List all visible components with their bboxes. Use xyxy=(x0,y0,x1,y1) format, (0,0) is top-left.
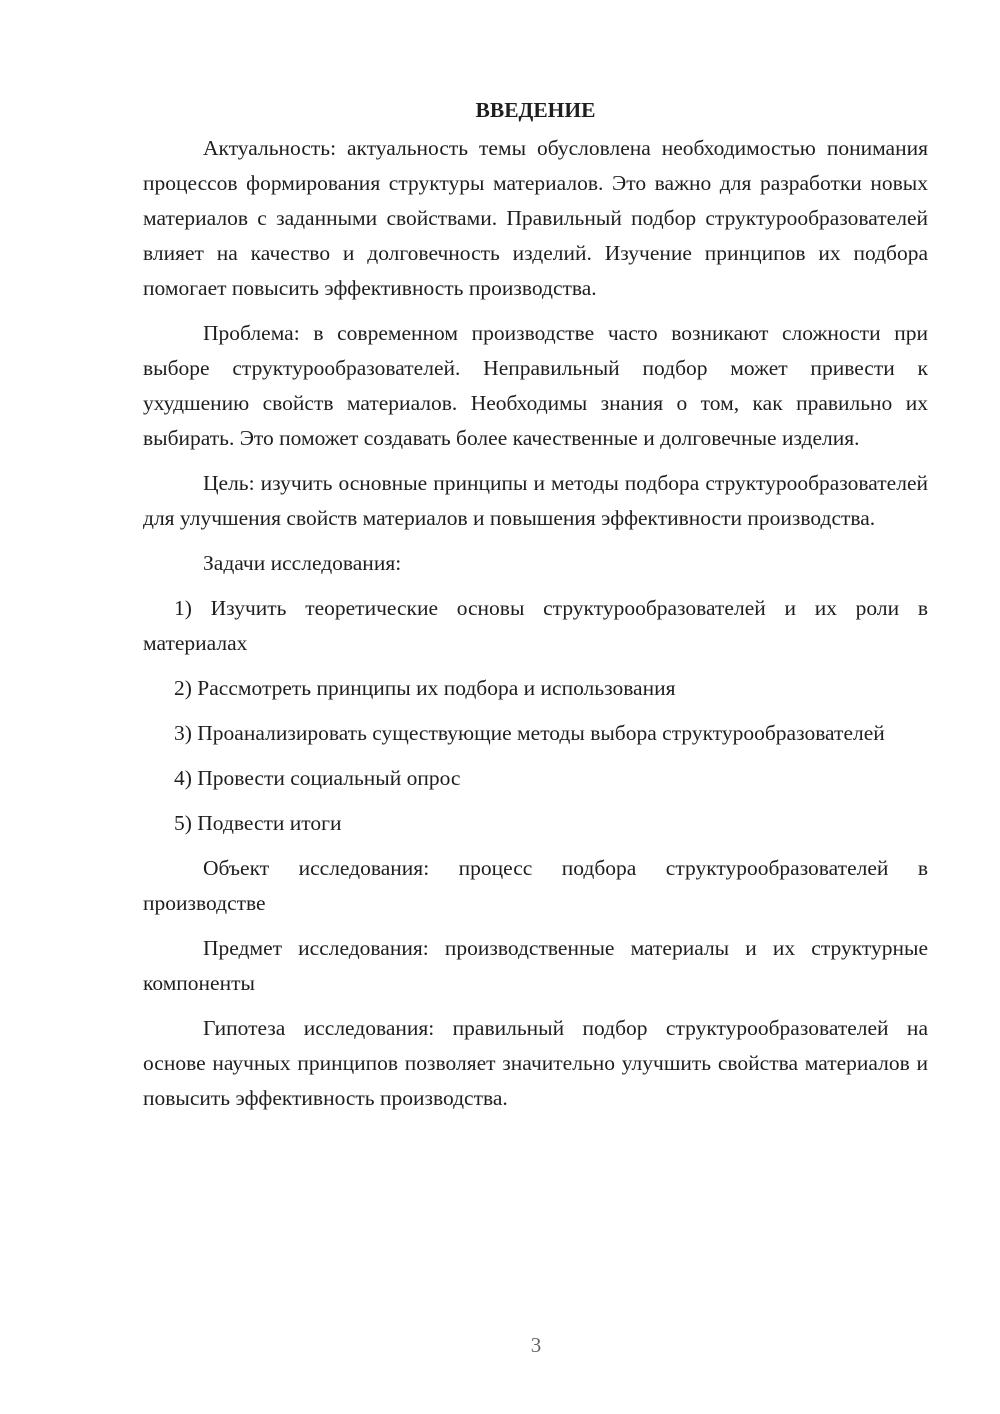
paragraph-goal: Цель: изучить основные принципы и методы подбора структурообразователей для улучшения свойств материалов и повышения эффективности производства. xyxy=(143,471,928,530)
section-title: ВВЕДЕНИЕ xyxy=(475,98,596,122)
paragraph-relevance: Актуальность: актуальность темы обусловлена необходимостью понимания процессов формирования структуры материалов. Это важно для разработки новых материалов с заданными свойствами. Правильный подбор структурообразователей влияет на качество и долговечность изделий. Изучение принципов их подбора помогает повысить эффективность производства. xyxy=(143,136,928,300)
task-item-2: 2) Рассмотреть принципы их подбора и использования xyxy=(174,676,676,700)
paragraph-object: Объект исследования: процесс подбора структурообразователей в производстве xyxy=(143,856,928,915)
page-number: 3 xyxy=(530,1333,542,1357)
paragraph-subject: Предмет исследования: производственные материалы и их структурные компоненты xyxy=(143,936,928,995)
paragraph-hypothesis: Гипотеза исследования: правильный подбор структурообразователей на основе научных принципов позволяет значительно улучшить свойства материалов и повысить эффективность производства. xyxy=(143,1016,928,1110)
task-item-5: 5) Подвести итоги xyxy=(174,811,342,835)
paragraph-problem: Проблема: в современном производстве часто возникают сложности при выборе структурообразователей. Неправильный подбор может привести к ухудшению свойств материалов. Необходимы знания о том, как правильно их выбирать. Это поможет создавать более качественные и долговечные изделия. xyxy=(143,321,928,450)
document-body xyxy=(143,93,928,1126)
task-item-1: 1) Изучить теоретические основы структурообразователей и их роли в материалах xyxy=(143,596,928,655)
task-item-4: 4) Провести социальный опрос xyxy=(174,766,461,790)
tasks-heading: Задачи исследования: xyxy=(203,551,402,575)
task-item-3: 3) Проанализировать существующие методы выбора структурообразователей xyxy=(174,721,885,745)
